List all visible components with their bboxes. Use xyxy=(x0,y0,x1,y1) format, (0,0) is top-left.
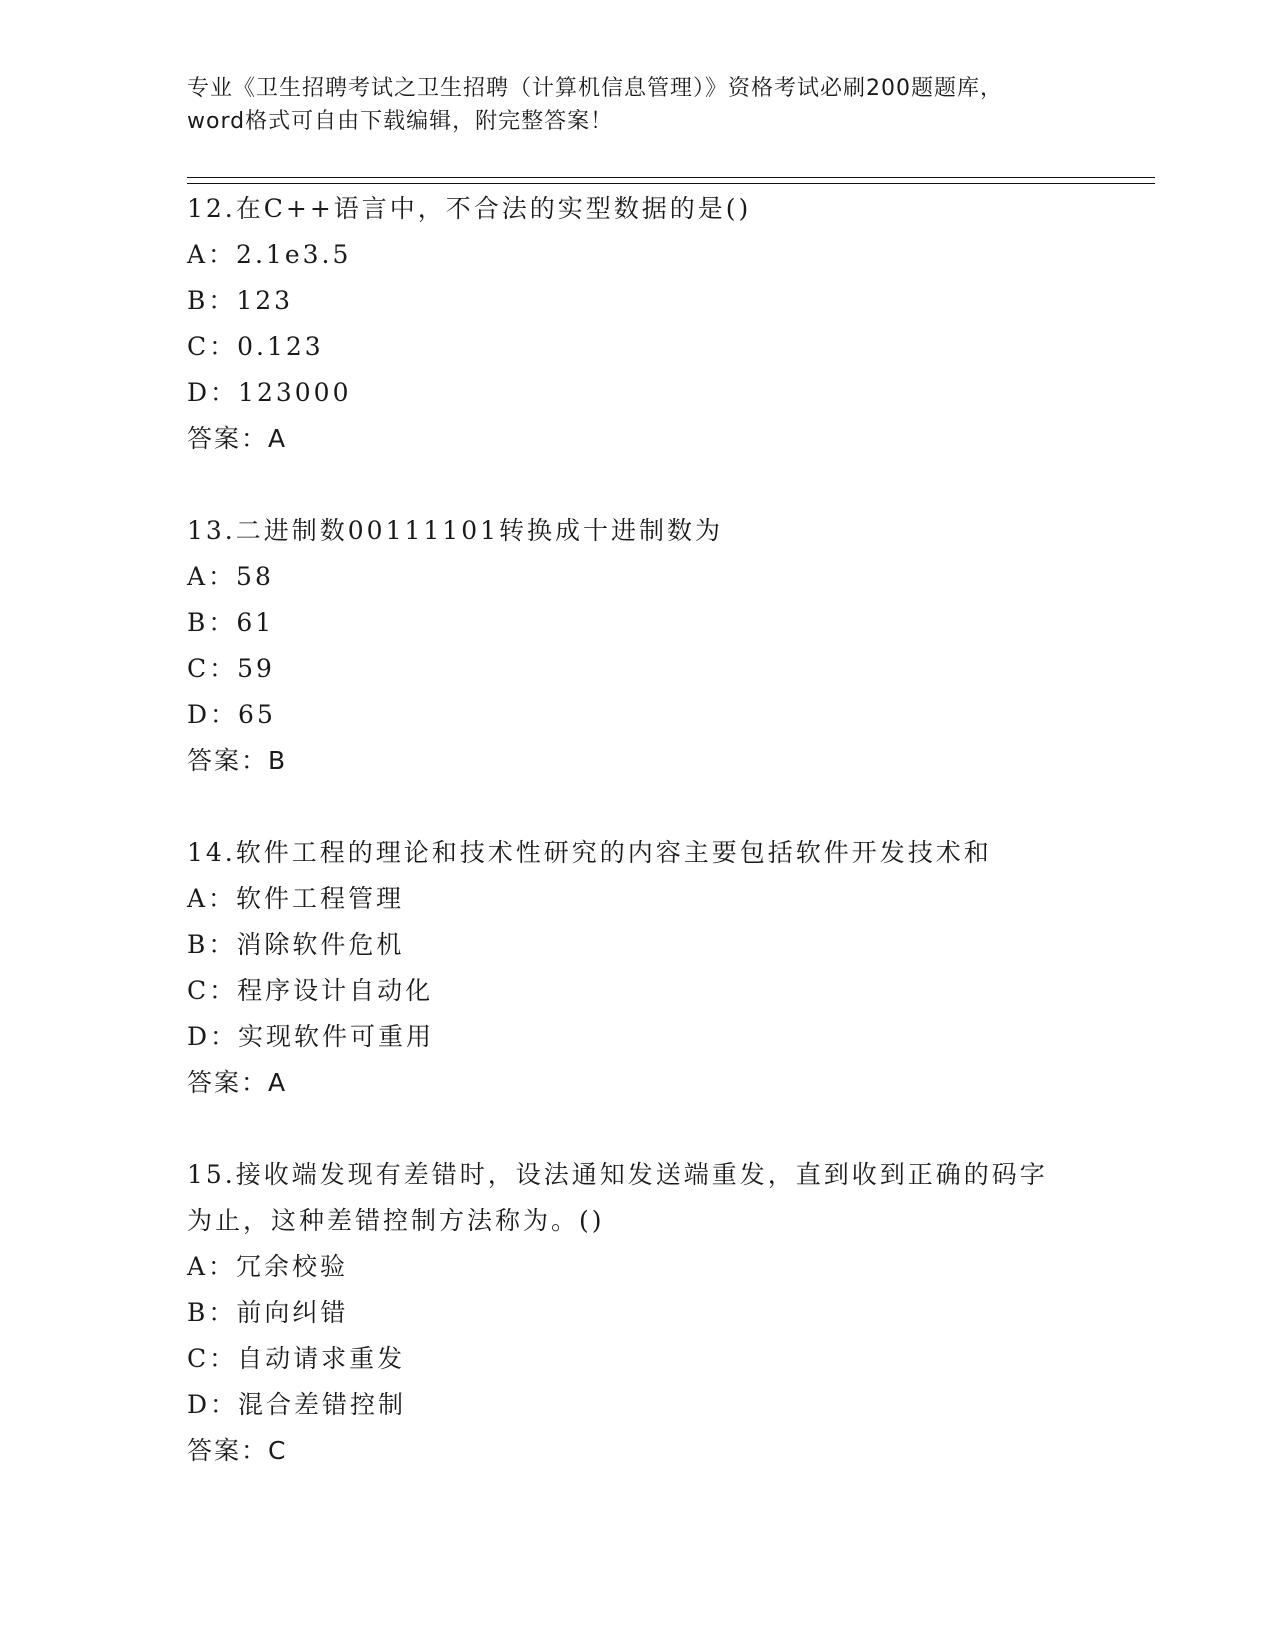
option-a: A：冗余校验 xyxy=(187,1252,349,1281)
option-a: A：58 xyxy=(187,562,274,591)
option-b: B：消除软件危机 xyxy=(187,930,405,959)
option-c: C：59 xyxy=(187,654,275,683)
option-a: A：软件工程管理 xyxy=(187,884,405,913)
question-12 xyxy=(187,186,1155,462)
option-b: B：61 xyxy=(187,608,275,637)
question-stem: 14.软件工程的理论和技术性研究的内容主要包括软件开发技术和 xyxy=(187,838,992,867)
question-list xyxy=(187,186,1155,1520)
option-a: A：2.1e3.5 xyxy=(187,240,352,269)
option-c: C：程序设计自动化 xyxy=(187,976,434,1005)
question-stem-continued: 为止，这种差错控制方法称为。() xyxy=(187,1206,605,1235)
answer-label: 答案：B xyxy=(187,746,288,775)
option-d: D：混合差错控制 xyxy=(187,1390,407,1419)
header-line-1: 专业《卫生招聘考试之卫生招聘（计算机信息管理）》资格考试必刷200题题库， xyxy=(187,76,1003,101)
option-d: D：实现软件可重用 xyxy=(187,1022,435,1051)
answer-label: 答案：A xyxy=(187,424,288,453)
document-header xyxy=(187,72,1087,138)
header-divider-top xyxy=(187,177,1155,178)
option-b: B：123 xyxy=(187,286,294,315)
question-15 xyxy=(187,1152,1155,1474)
header-line-2: word格式可自由下载编辑，附完整答案！ xyxy=(187,109,614,134)
question-13 xyxy=(187,508,1155,784)
option-b: B：前向纠错 xyxy=(187,1298,349,1327)
header-divider-bottom xyxy=(187,183,1155,184)
option-d: D：123000 xyxy=(187,378,352,407)
answer-label: 答案：A xyxy=(187,1068,288,1097)
option-d: D：65 xyxy=(187,700,276,729)
question-stem: 12.在C++语言中，不合法的实型数据的是() xyxy=(187,194,752,223)
question-stem: 15.接收端发现有差错时，设法通知发送端重发，直到收到正确的码字 xyxy=(187,1160,1048,1189)
option-c: C：0.123 xyxy=(187,332,324,361)
answer-label: 答案：C xyxy=(187,1436,288,1465)
option-c: C：自动请求重发 xyxy=(187,1344,406,1373)
question-14 xyxy=(187,830,1155,1106)
question-stem: 13.二进制数00111101转换成十进制数为 xyxy=(187,516,724,545)
